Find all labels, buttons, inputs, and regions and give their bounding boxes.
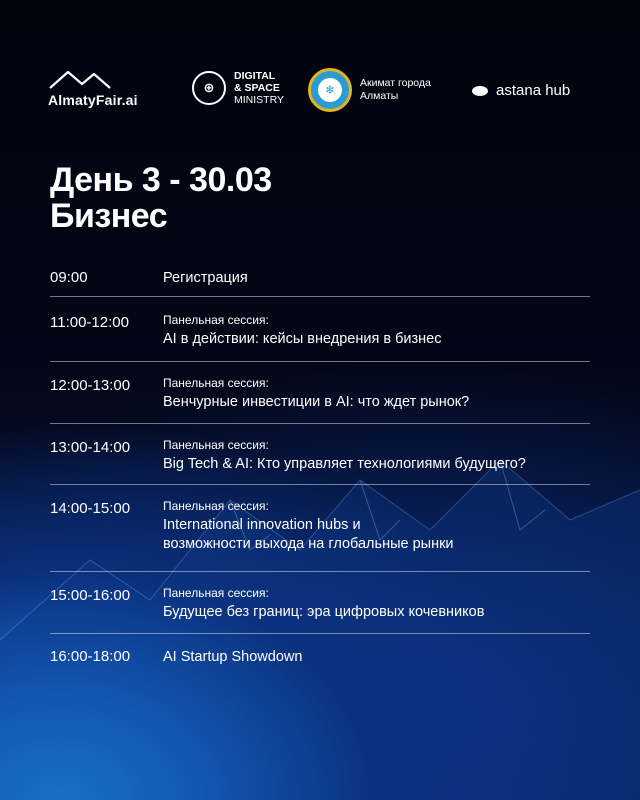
schedule-row <box>50 297 590 362</box>
astana-hub-logo <box>472 82 570 99</box>
ministry-line1: DIGITAL <box>234 70 276 82</box>
session-title: AI Startup Showdown <box>163 649 303 665</box>
ministry-line3: MINISTRY <box>234 94 284 106</box>
schedule-row <box>50 572 590 634</box>
session-title: Big Tech & AI: Кто управляет технологиями будущего? <box>163 456 526 472</box>
ministry-logo <box>192 70 284 106</box>
session-kind: Панельная сессия: <box>163 313 269 327</box>
session-time: 15:00-16:00 <box>50 587 131 604</box>
session-time: 13:00-14:00 <box>50 439 131 456</box>
schedule-row <box>50 362 590 424</box>
akimat-line2: Алматы <box>360 90 399 102</box>
schedule-row <box>50 485 590 572</box>
session-title-line1: International innovation hubs и <box>163 517 361 533</box>
session-kind: Панельная сессия: <box>163 586 269 600</box>
session-time: 11:00-12:00 <box>50 314 129 331</box>
session-title: Регистрация <box>163 270 248 286</box>
partner-logos <box>48 68 592 118</box>
session-title: Венчурные инвестиции в AI: что ждет рынок? <box>163 394 470 410</box>
session-time: 12:00-13:00 <box>50 377 131 394</box>
session-time: 14:00-15:00 <box>50 500 131 517</box>
almatyfair-name: AlmatyFair.ai <box>48 92 138 108</box>
astana-hub-name: astana hub <box>496 82 571 99</box>
session-time: 09:00 <box>50 269 88 286</box>
session-title-line2: возможности выхода на глобальные рынки <box>163 536 454 552</box>
session-kind: Панельная сессия: <box>163 499 269 513</box>
day-title: День 3 - 30.03 <box>50 161 272 199</box>
akimat-logo <box>308 68 431 112</box>
ministry-badge-icon: ⊕ <box>192 71 226 105</box>
schedule-row <box>50 262 590 297</box>
ministry-line2: & SPACE <box>234 82 280 94</box>
session-kind: Панельная сессия: <box>163 376 269 390</box>
astana-hub-icon <box>472 86 488 96</box>
session-title: Будущее без границ: эра цифровых кочевников <box>163 604 485 620</box>
schedule-row <box>50 424 590 485</box>
theme-title: Бизнес <box>50 197 168 235</box>
city-seal-icon: ❄ <box>308 68 352 112</box>
schedule-row <box>50 634 590 674</box>
page-heading <box>50 162 272 234</box>
mountain-peaks-icon <box>48 68 120 90</box>
session-time: 16:00-18:00 <box>50 648 131 665</box>
almatyfair-logo <box>48 68 138 108</box>
session-title: AI в действии: кейсы внедрения в бизнес <box>163 331 442 347</box>
session-kind: Панельная сессия: <box>163 438 269 452</box>
akimat-line1: Акимат города <box>360 77 431 89</box>
schedule-list <box>50 262 590 674</box>
